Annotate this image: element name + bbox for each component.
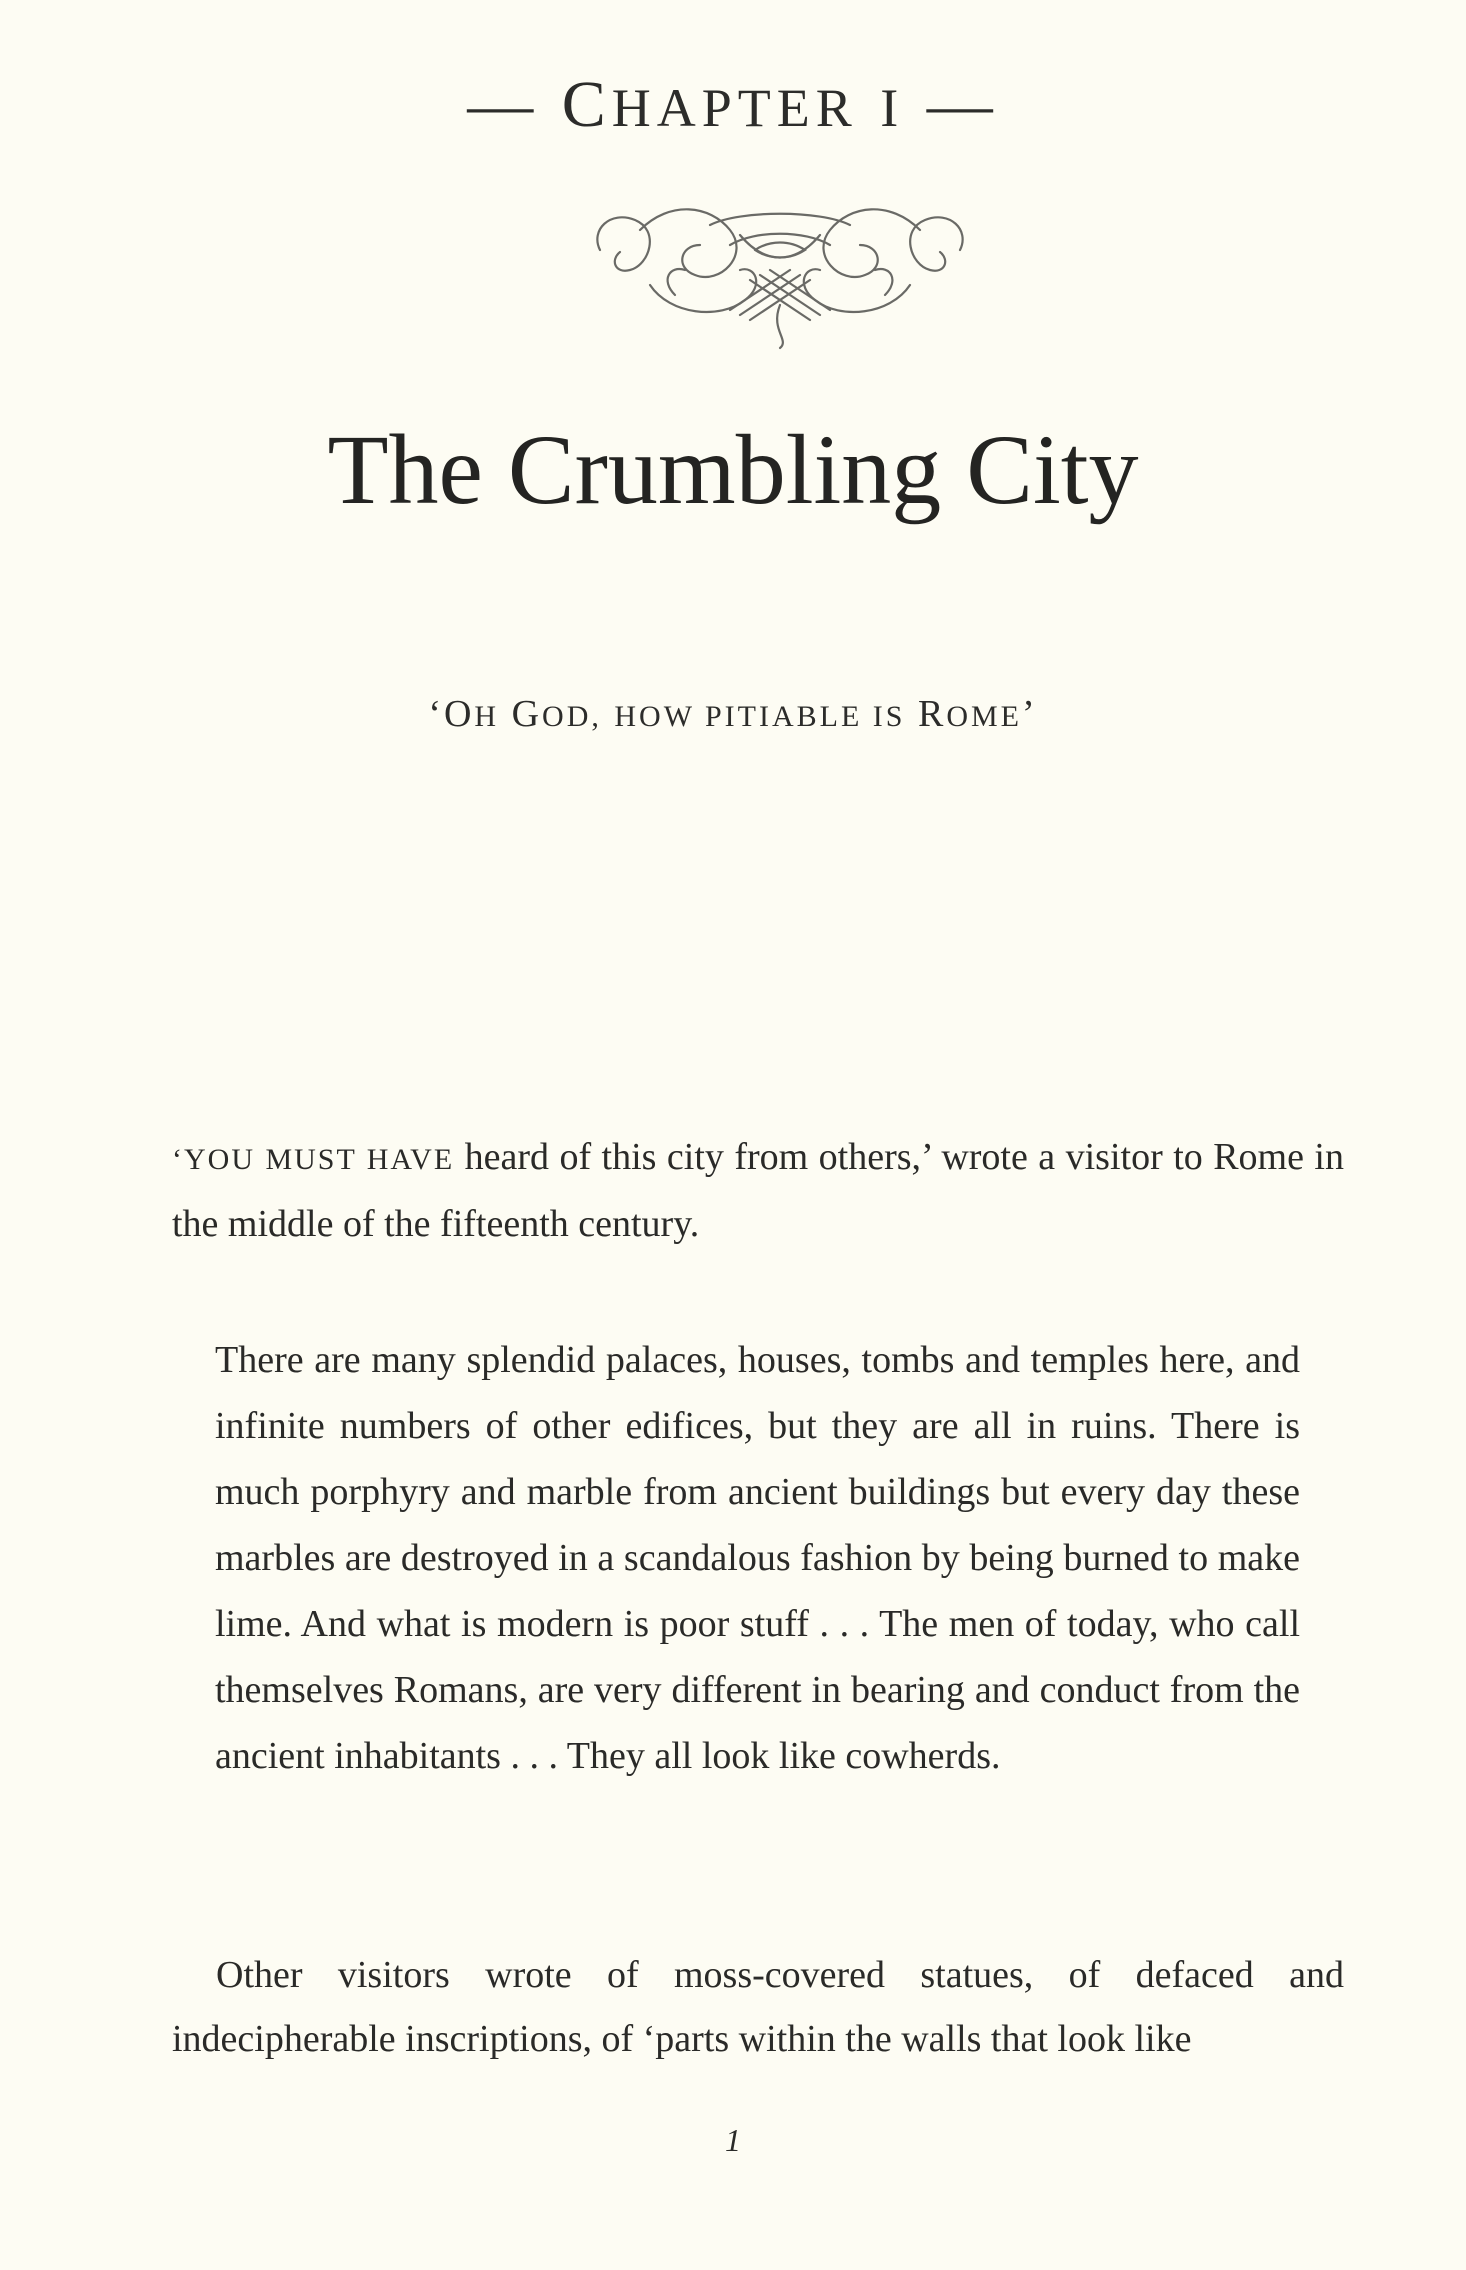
page-number: 1 [725,2122,741,2158]
chapter-epigraph [0,695,1466,733]
second-paragraph: Other visitors wrote of moss-covered statues, of defaced and indecipherable inscriptions, of ‘parts within the walls that look like [172,1954,1344,2060]
epigraph-o: O [443,693,475,735]
epigraph-od: OD, [542,700,602,733]
calligraphic-flourish-icon [580,190,980,350]
chapter-dash-right: — [926,68,999,141]
chapter-label-rest: HAPTER [611,78,858,138]
chapter-number: I [880,78,905,138]
opening-lead-in: ‘YOU MUST HAVE [172,1143,455,1176]
opening-paragraph [172,1125,1344,1256]
chapter-label-initial: C [561,68,612,141]
epigraph-g: G [511,693,543,735]
epigraph-open-quote: ‘ [428,693,444,735]
epigraph-ome: OME [946,700,1023,733]
chapter-dash-left: — [467,68,540,141]
epigraph-close-quote: ’ [1022,693,1038,735]
epigraph-h: H [474,700,500,733]
chapter-heading [0,68,1466,141]
epigraph-r: R [917,693,947,735]
epigraph-rest: HOW PITIABLE IS [614,700,906,733]
quoted-passage: There are many splendid palaces, houses, tombs and temples here, and infinite numbers of other edifices, but they are all in ruins. There is much porphyry and marble from ancient buildings but every day these marbles are destroyed in a scandalous fashion by being burned to make lime. And what is modern is poor stuff . . . The men of today, who call themselves Romans, are very different in bearing and conduct from the ancient inhabitants . . . They all look like cowherds. [215,1339,1300,1777]
chapter-title: The Crumbling City [327,414,1139,525]
opening-paragraph-text: heard of this city from others,’ wrote a visitor to Rome in the middle of the fifteenth century. [172,1136,1344,1245]
